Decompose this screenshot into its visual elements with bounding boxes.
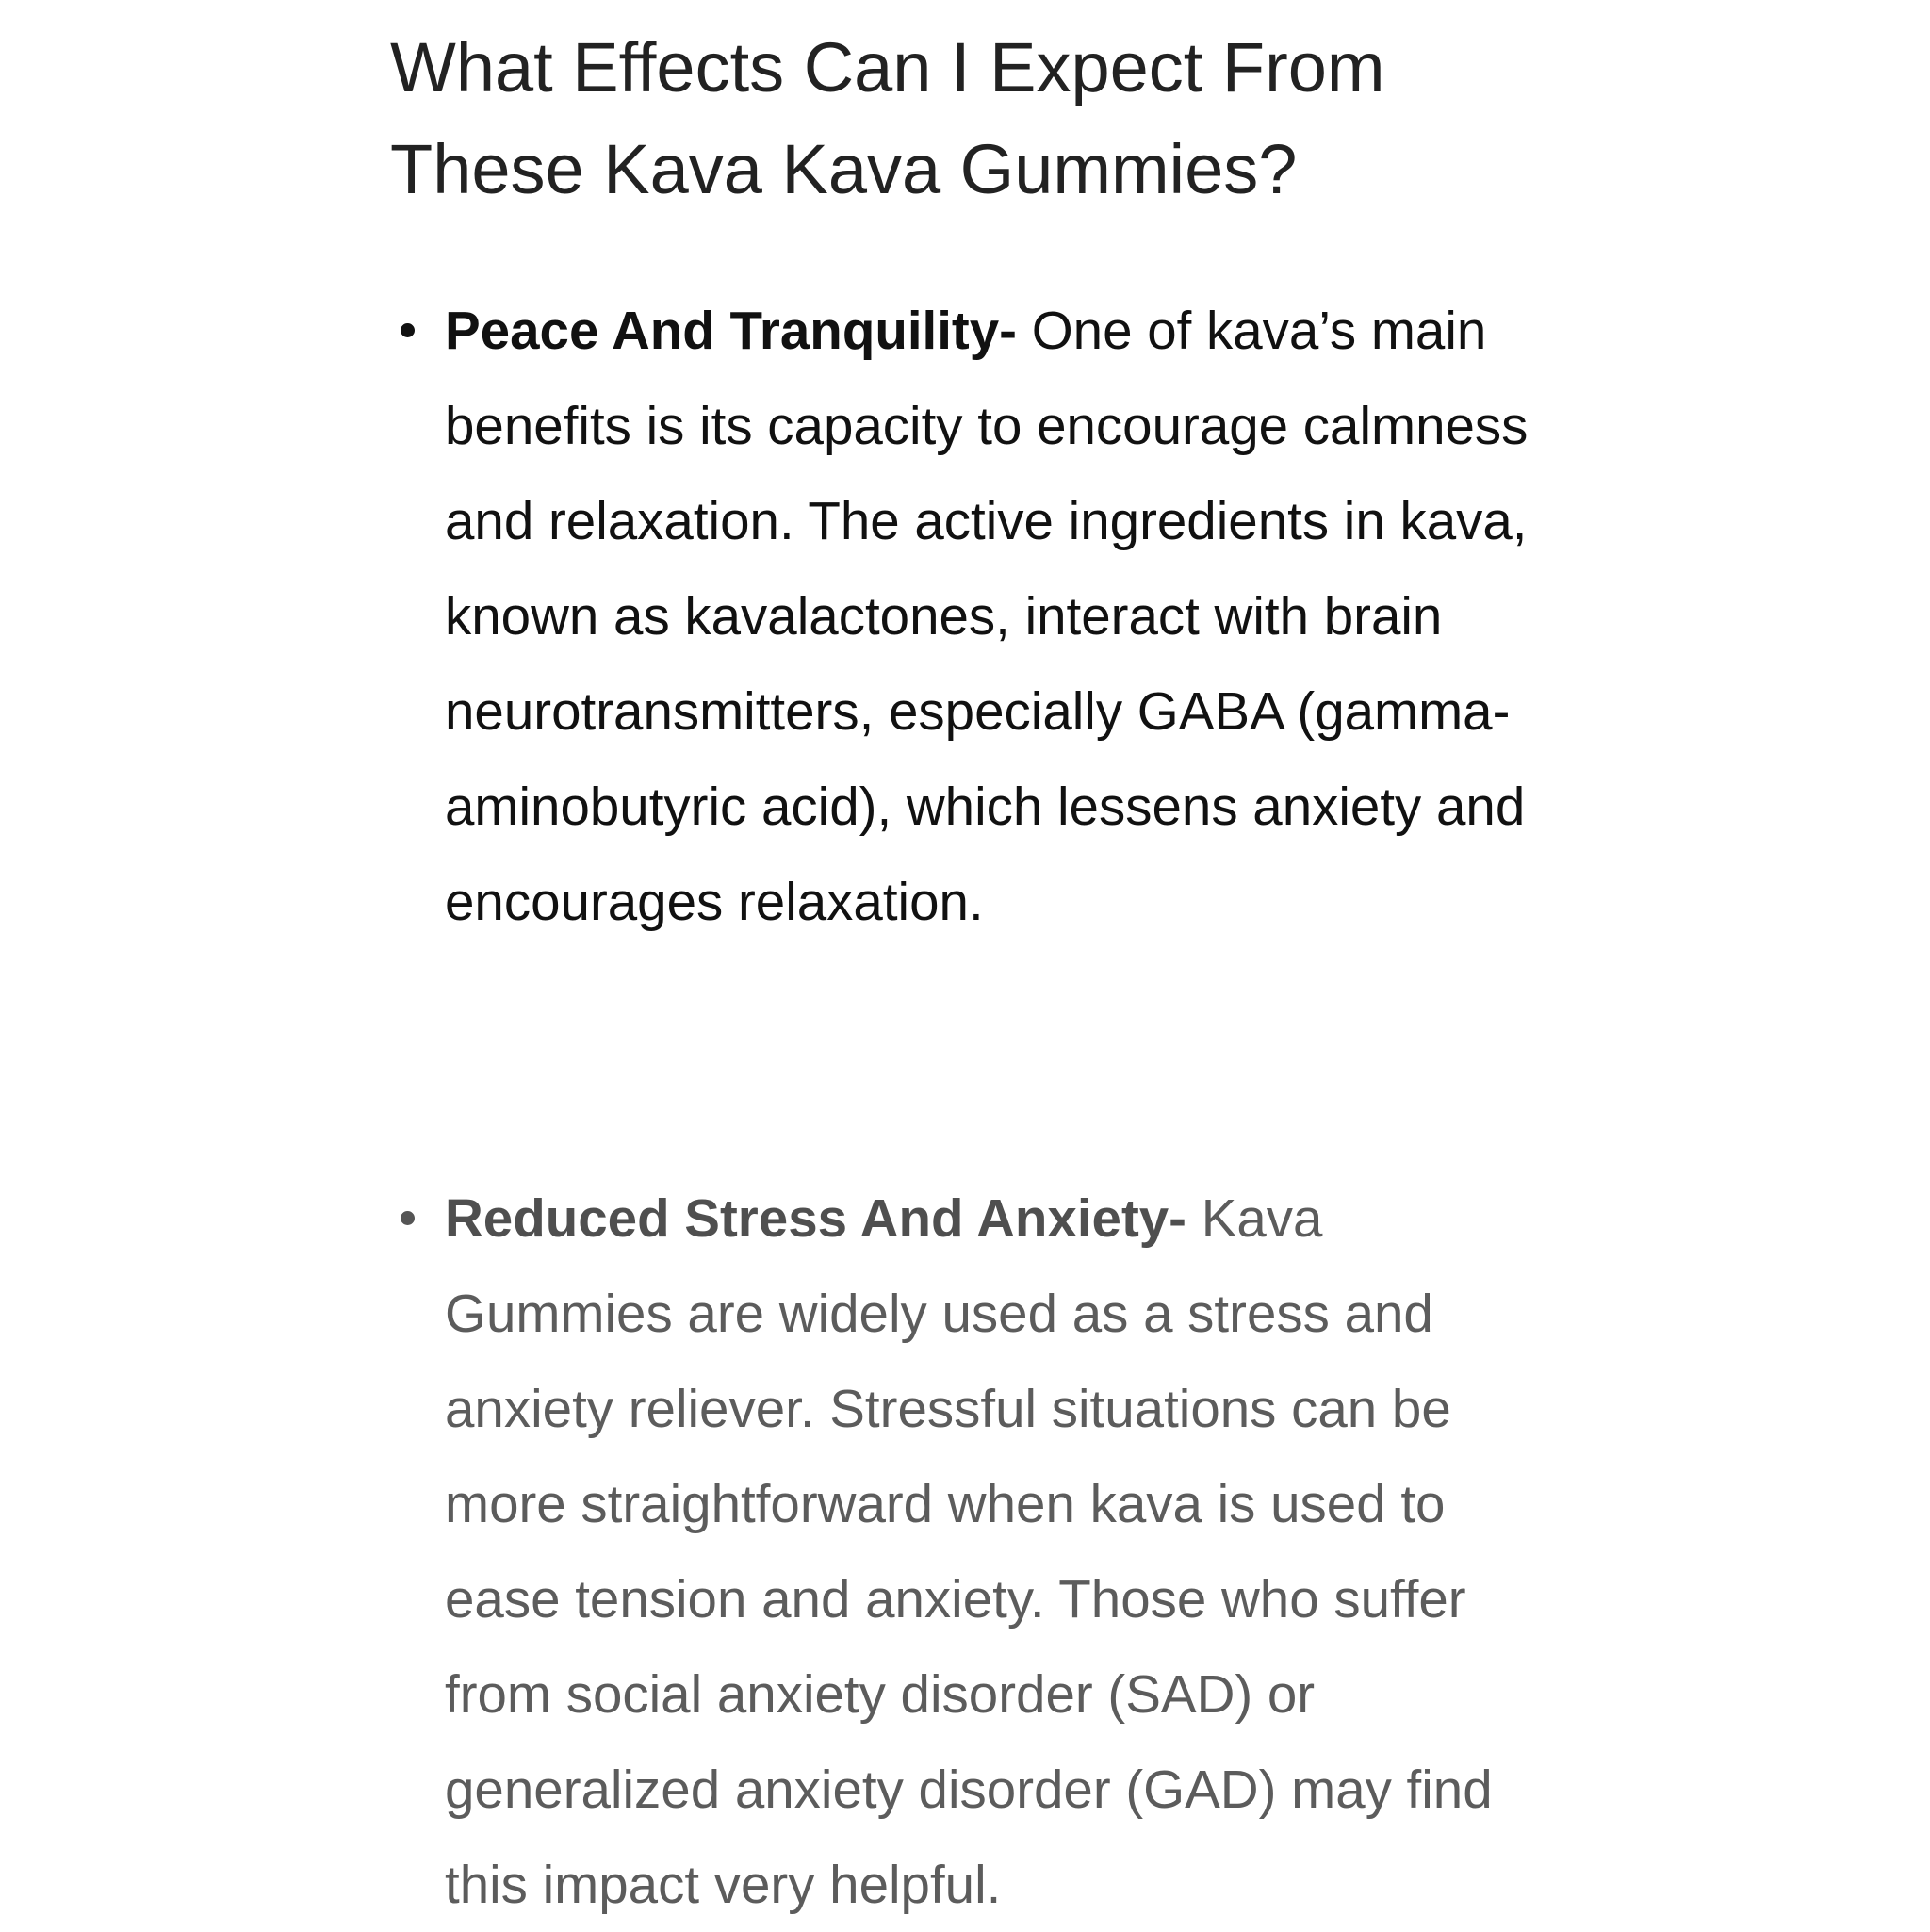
effect-title: Peace And Tranquility- xyxy=(445,301,1017,360)
bullet-icon xyxy=(401,1211,415,1225)
effect-description: Kava Gummies are widely used as a stress and anxiety reliever. Stressful situations can be more straightforward when kava is used to ease tension and anxiety. Those who suffer from social anxiety disorder (SAD) or generalized anxiety disorder (GAD) may find this impact very helpful. xyxy=(445,1188,1493,1914)
list-item-peace-and-tranquility xyxy=(390,283,1551,949)
article-content xyxy=(390,17,1549,1914)
effect-title: Reduced Stress And Anxiety- xyxy=(445,1188,1186,1248)
bullet-icon xyxy=(401,323,415,337)
list-item-reduced-stress-and-anxiety xyxy=(390,1171,1551,1932)
effect-description: One of kava’s main benefits is its capacity to encourage calmness and relaxation. The active ingredients in kava, known as kavalactones, interact with brain neurotransmitters, especially GABA (gamma-aminobutyric acid), which lessens anxiety and encourages relaxation. xyxy=(445,301,1529,931)
article-heading: What Effects Can I Expect From These Kava Kava Gummies? xyxy=(390,28,1385,208)
